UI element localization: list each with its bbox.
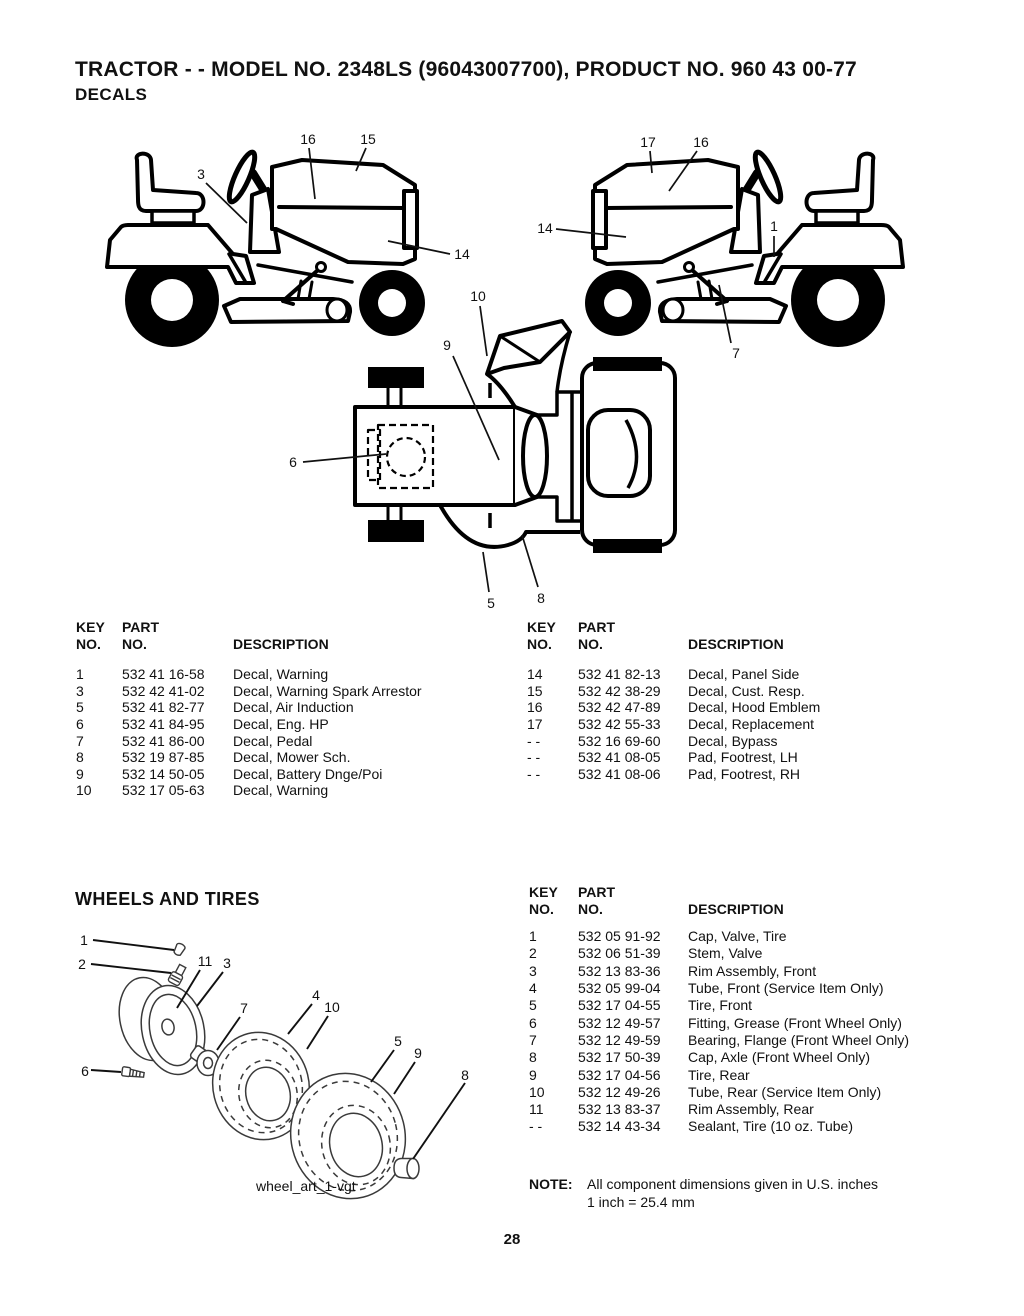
key-no-cell: 3 bbox=[529, 962, 537, 979]
table-row bbox=[527, 766, 987, 783]
callout-wheel-1: 1 bbox=[80, 932, 88, 948]
tractor-top-view bbox=[355, 321, 675, 553]
part-no-cell: 532 41 86-00 bbox=[122, 732, 205, 749]
key-no-cell: - - bbox=[527, 765, 541, 782]
part-no-cell: 532 42 38-29 bbox=[578, 682, 661, 699]
note-label: NOTE: bbox=[529, 1176, 573, 1192]
part-no-cell: 532 17 05-63 bbox=[122, 782, 205, 799]
key-no-cell: 4 bbox=[529, 980, 537, 997]
note-line-2: 1 inch = 25.4 mm bbox=[587, 1193, 695, 1210]
key-no-cell: 5 bbox=[76, 699, 84, 716]
table-row bbox=[76, 749, 506, 766]
axle-cap-art bbox=[394, 1159, 419, 1179]
table-row bbox=[76, 733, 506, 750]
description-cell: Decal, Air Induction bbox=[233, 699, 354, 716]
table-row bbox=[529, 945, 997, 962]
table-row bbox=[529, 1015, 997, 1032]
callout-wheel-7: 7 bbox=[240, 1000, 248, 1016]
key-no-cell: 9 bbox=[529, 1066, 537, 1083]
part-no-cell: 532 14 43-34 bbox=[578, 1118, 661, 1135]
callout-mid-5: 5 bbox=[487, 595, 495, 611]
key-no-cell: - - bbox=[529, 1118, 543, 1135]
description-cell: Decal, Bypass bbox=[688, 732, 778, 749]
callout-mid-9: 9 bbox=[443, 337, 451, 353]
key-no-cell: 2 bbox=[529, 945, 537, 962]
key-no-cell: 6 bbox=[76, 715, 84, 732]
callout-right-17: 17 bbox=[640, 134, 656, 150]
description-cell: Decal, Mower Sch. bbox=[233, 749, 351, 766]
part-no-cell: 532 41 84-95 bbox=[122, 715, 205, 732]
description-cell: Bearing, Flange (Front Wheel Only) bbox=[688, 1031, 909, 1048]
tractor-side-view-left bbox=[107, 149, 425, 347]
part-no-cell: 532 16 69-60 bbox=[578, 732, 661, 749]
table-row bbox=[76, 766, 506, 783]
description-cell: Pad, Footrest, RH bbox=[688, 765, 801, 782]
callout-wheel-11: 11 bbox=[197, 953, 213, 969]
part-no-cell: 532 12 49-26 bbox=[578, 1083, 661, 1100]
callout-wheel-4: 4 bbox=[312, 987, 320, 1003]
part-no-cell: 532 41 82-77 bbox=[122, 699, 205, 716]
key-no-cell: 16 bbox=[527, 699, 543, 716]
part-no-cell: 532 05 99-04 bbox=[578, 980, 661, 997]
callout-wheel-10: 10 bbox=[324, 999, 340, 1015]
page-title: TRACTOR - - MODEL NO. 2348LS (96043007700), PRODUCT NO. 960 43 00-77 bbox=[75, 58, 857, 81]
part-no-cell: 532 41 82-13 bbox=[578, 666, 661, 683]
description-cell: Decal, Replacement bbox=[688, 715, 815, 732]
valve-stem-art bbox=[168, 963, 188, 986]
part-no-cell: 532 13 83-36 bbox=[578, 962, 661, 979]
part-no-cell: 532 13 83-37 bbox=[578, 1101, 661, 1118]
callout-mid-6: 6 bbox=[289, 454, 297, 470]
table-header: KEY NO. PART NO. DESCRIPTION bbox=[527, 619, 784, 652]
part-no-cell: 532 17 04-56 bbox=[578, 1066, 661, 1083]
callout-wheel-5: 5 bbox=[394, 1033, 402, 1049]
callout-wheel-6: 6 bbox=[81, 1063, 89, 1079]
description-cell: Tire, Rear bbox=[688, 1066, 750, 1083]
wheels-parts-table bbox=[529, 884, 997, 1136]
key-no-cell: 1 bbox=[529, 928, 537, 945]
key-no-cell: 8 bbox=[76, 749, 84, 766]
decals-diagram bbox=[0, 115, 1024, 620]
key-no-cell: 5 bbox=[529, 997, 537, 1014]
table-row bbox=[529, 928, 997, 945]
description-cell: Decal, Pedal bbox=[233, 732, 313, 749]
key-no-cell: 14 bbox=[527, 666, 543, 683]
key-no-cell: 1 bbox=[76, 666, 84, 683]
key-no-cell: 6 bbox=[529, 1014, 537, 1031]
table-row bbox=[527, 699, 987, 716]
callout-left-16: 16 bbox=[300, 131, 316, 147]
callout-wheel-8: 8 bbox=[461, 1067, 469, 1083]
callout-left-3: 3 bbox=[197, 166, 205, 182]
key-no-cell: - - bbox=[527, 749, 541, 766]
description-cell: Decal, Warning Spark Arrestor bbox=[233, 682, 422, 699]
table-header: KEY NO. PART NO. DESCRIPTION bbox=[529, 884, 784, 917]
table-header: KEY NO. PART NO. DESCRIPTION bbox=[76, 619, 329, 652]
table-row bbox=[529, 1067, 997, 1084]
table-row bbox=[529, 997, 997, 1014]
callout-mid-8: 8 bbox=[537, 590, 545, 606]
part-no-cell: 532 12 49-57 bbox=[578, 1014, 661, 1031]
callout-left-15: 15 bbox=[360, 131, 376, 147]
key-no-cell: - - bbox=[527, 732, 541, 749]
part-no-cell: 532 06 51-39 bbox=[578, 945, 661, 962]
callout-wheel-9: 9 bbox=[414, 1045, 422, 1061]
key-no-cell: 3 bbox=[76, 682, 84, 699]
description-cell: Stem, Valve bbox=[688, 945, 763, 962]
callout-right-7: 7 bbox=[732, 345, 740, 361]
key-no-cell: 15 bbox=[527, 682, 543, 699]
key-no-cell: 7 bbox=[529, 1031, 537, 1048]
decals-parts-table-left bbox=[76, 619, 506, 799]
part-no-cell: 532 41 08-05 bbox=[578, 749, 661, 766]
part-no-cell: 532 42 47-89 bbox=[578, 699, 661, 716]
part-no-cell: 532 17 04-55 bbox=[578, 997, 661, 1014]
table-row bbox=[527, 749, 987, 766]
callout-right-14: 14 bbox=[537, 220, 553, 236]
table-row bbox=[527, 666, 987, 683]
description-cell: Decal, Cust. Resp. bbox=[688, 682, 805, 699]
table-row bbox=[529, 1032, 997, 1049]
part-no-cell: 532 42 41-02 bbox=[122, 682, 205, 699]
table-row bbox=[76, 699, 506, 716]
description-cell: Decal, Hood Emblem bbox=[688, 699, 821, 716]
table-row bbox=[529, 963, 997, 980]
key-no-cell: 9 bbox=[76, 765, 84, 782]
key-no-cell: 7 bbox=[76, 732, 84, 749]
description-cell: Decal, Battery Dnge/Poi bbox=[233, 765, 383, 782]
wheels-diagram bbox=[60, 920, 510, 1216]
table-row bbox=[529, 1118, 997, 1135]
description-cell: Rim Assembly, Rear bbox=[688, 1101, 814, 1118]
description-cell: Rim Assembly, Front bbox=[688, 962, 817, 979]
page-number: 28 bbox=[503, 1231, 521, 1248]
wheel-art-caption: wheel_art_1-vgt bbox=[256, 1178, 356, 1194]
callout-wheel-2: 2 bbox=[78, 956, 86, 972]
description-cell: Pad, Footrest, LH bbox=[688, 749, 798, 766]
part-no-cell: 532 17 50-39 bbox=[578, 1049, 661, 1066]
table-row bbox=[76, 716, 506, 733]
part-no-cell: 532 05 91-92 bbox=[578, 928, 661, 945]
table-row bbox=[529, 1049, 997, 1066]
key-no-cell: 11 bbox=[529, 1101, 544, 1118]
tractor-side-view-right bbox=[585, 149, 903, 347]
grease-fitting-art bbox=[122, 1067, 145, 1079]
table-row bbox=[527, 733, 987, 750]
description-cell: Decal, Panel Side bbox=[688, 666, 800, 683]
part-no-cell: 532 14 50-05 bbox=[122, 765, 205, 782]
table-row bbox=[527, 683, 987, 700]
part-no-cell: 532 12 49-59 bbox=[578, 1031, 661, 1048]
key-no-cell: 10 bbox=[76, 782, 92, 799]
callout-wheel-3: 3 bbox=[223, 955, 231, 971]
callout-mid-10: 10 bbox=[470, 288, 486, 304]
description-cell: Tube, Rear (Service Item Only) bbox=[688, 1083, 882, 1100]
valve-cap-art bbox=[173, 942, 186, 957]
description-cell: Cap, Valve, Tire bbox=[688, 928, 787, 945]
table-row bbox=[76, 683, 506, 700]
key-no-cell: 8 bbox=[529, 1049, 537, 1066]
part-no-cell: 532 41 08-06 bbox=[578, 765, 661, 782]
table-row bbox=[529, 980, 997, 997]
part-no-cell: 532 41 16-58 bbox=[122, 666, 205, 683]
description-cell: Tube, Front (Service Item Only) bbox=[688, 980, 884, 997]
description-cell: Fitting, Grease (Front Wheel Only) bbox=[688, 1014, 902, 1031]
table-row bbox=[529, 1084, 997, 1101]
description-cell: Sealant, Tire (10 oz. Tube) bbox=[688, 1118, 853, 1135]
table-row bbox=[76, 782, 506, 799]
description-cell: Tire, Front bbox=[688, 997, 753, 1014]
note-block bbox=[529, 1176, 979, 1211]
description-cell: Decal, Warning bbox=[233, 666, 329, 683]
callout-right-1: 1 bbox=[770, 218, 778, 234]
table-row bbox=[76, 666, 506, 683]
description-cell: Decal, Eng. HP bbox=[233, 715, 329, 732]
table-row bbox=[529, 1101, 997, 1118]
callout-right-16: 16 bbox=[693, 134, 709, 150]
description-cell: Decal, Warning bbox=[233, 782, 329, 799]
section-title-wheels: WHEELS AND TIRES bbox=[75, 889, 260, 909]
key-no-cell: 17 bbox=[527, 715, 543, 732]
table-row bbox=[527, 716, 987, 733]
description-cell: Cap, Axle (Front Wheel Only) bbox=[688, 1049, 871, 1066]
section-title-decals: DECALS bbox=[75, 85, 148, 104]
part-no-cell: 532 19 87-85 bbox=[122, 749, 205, 766]
decals-parts-table-right bbox=[527, 619, 987, 782]
key-no-cell: 10 bbox=[529, 1083, 545, 1100]
callout-left-14: 14 bbox=[454, 246, 470, 262]
note-line-1: All component dimensions given in U.S. inches bbox=[587, 1176, 879, 1192]
part-no-cell: 532 42 55-33 bbox=[578, 715, 661, 732]
